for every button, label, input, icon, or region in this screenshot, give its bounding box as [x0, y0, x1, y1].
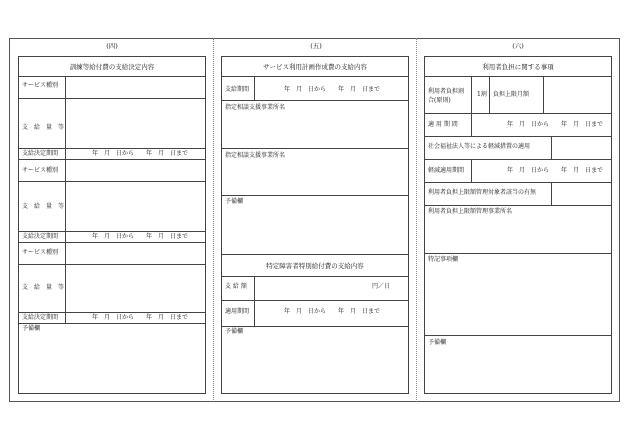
amount-label: 支 給 額: [225, 283, 247, 290]
period-value: 年 月 日から 年 月 日まで: [92, 233, 189, 240]
fold-line-right: [416, 38, 417, 402]
amount-label: 支 給 量 等: [22, 284, 65, 291]
service-type-label: サービス種別: [22, 167, 59, 174]
cap-office-label: 利用者負担上限額管理事業所名: [428, 208, 513, 215]
apply-period-value: 年 月 日から 年 月 日まで: [507, 121, 604, 128]
period-label: 支給期間: [225, 86, 250, 93]
monthly-cap-label: 負担上限月額: [493, 91, 530, 98]
relief-period-label: 軽減適用期間: [428, 167, 465, 174]
period-label: 支給決定期間: [22, 150, 59, 157]
page-label-5: (五): [310, 42, 322, 50]
amount-label: 支 給 量 等: [22, 124, 65, 131]
amount-unit: 円／日: [372, 283, 391, 290]
plan-fee-table: [221, 56, 409, 255]
page-label-4: (四): [106, 42, 118, 50]
burden-ratio-label: 利用者負担割合(原則): [428, 88, 465, 104]
table-title: 訓練等給付費の支給決定内容: [69, 63, 155, 71]
special-notes-label: 特記事項欄: [428, 256, 459, 263]
notes-label: 予備欄: [428, 339, 447, 346]
period-value: 年 月 日から 年 月 日まで: [92, 314, 189, 321]
notes-label: 予備欄: [225, 198, 244, 205]
apply-period-label: 適用期間: [225, 308, 250, 315]
relief-label: 社会福祉法人等による軽減措置の適用: [428, 143, 531, 150]
period-label: 支給決定期間: [22, 233, 59, 240]
relief-period-value: 年 月 日から 年 月 日まで: [507, 167, 604, 174]
period-value: 年 月 日から 年 月 日まで: [284, 86, 381, 93]
service-type-label: サービス種別: [22, 82, 59, 89]
notes-label: 予備欄: [22, 325, 41, 332]
amount-label: 支 給 量 等: [22, 203, 65, 210]
provider-label: 指定相談支援事業所名: [225, 152, 286, 159]
period-value: 年 月 日から 年 月 日まで: [92, 150, 189, 157]
page-label-6: (六): [512, 42, 524, 50]
benefit-decision-table: [18, 56, 206, 394]
user-burden-table: [424, 56, 612, 394]
apply-period-label: 適 用 期 間: [428, 121, 458, 128]
fold-line-left: [213, 38, 214, 402]
apply-period-value: 年 月 日から 年 月 日まで: [284, 308, 381, 315]
table-title: 利用者負担に関する事項: [482, 63, 554, 71]
service-type-label: サービス種別: [22, 249, 59, 256]
provider-label: 指定相談支援事業所名: [225, 104, 286, 111]
special-benefit-table: [221, 255, 409, 394]
period-label: 支給決定期間: [22, 314, 59, 321]
table-title: 特定障害者特別給付費の支給内容: [266, 262, 364, 270]
notes-label: 予備欄: [225, 328, 244, 335]
cap-management-label: 利用者負担上限額管理対象者該当の有無: [428, 189, 537, 196]
table-title: サービス利用計画作成費の支給内容: [263, 63, 367, 71]
burden-ratio-value: 1割: [477, 91, 487, 98]
